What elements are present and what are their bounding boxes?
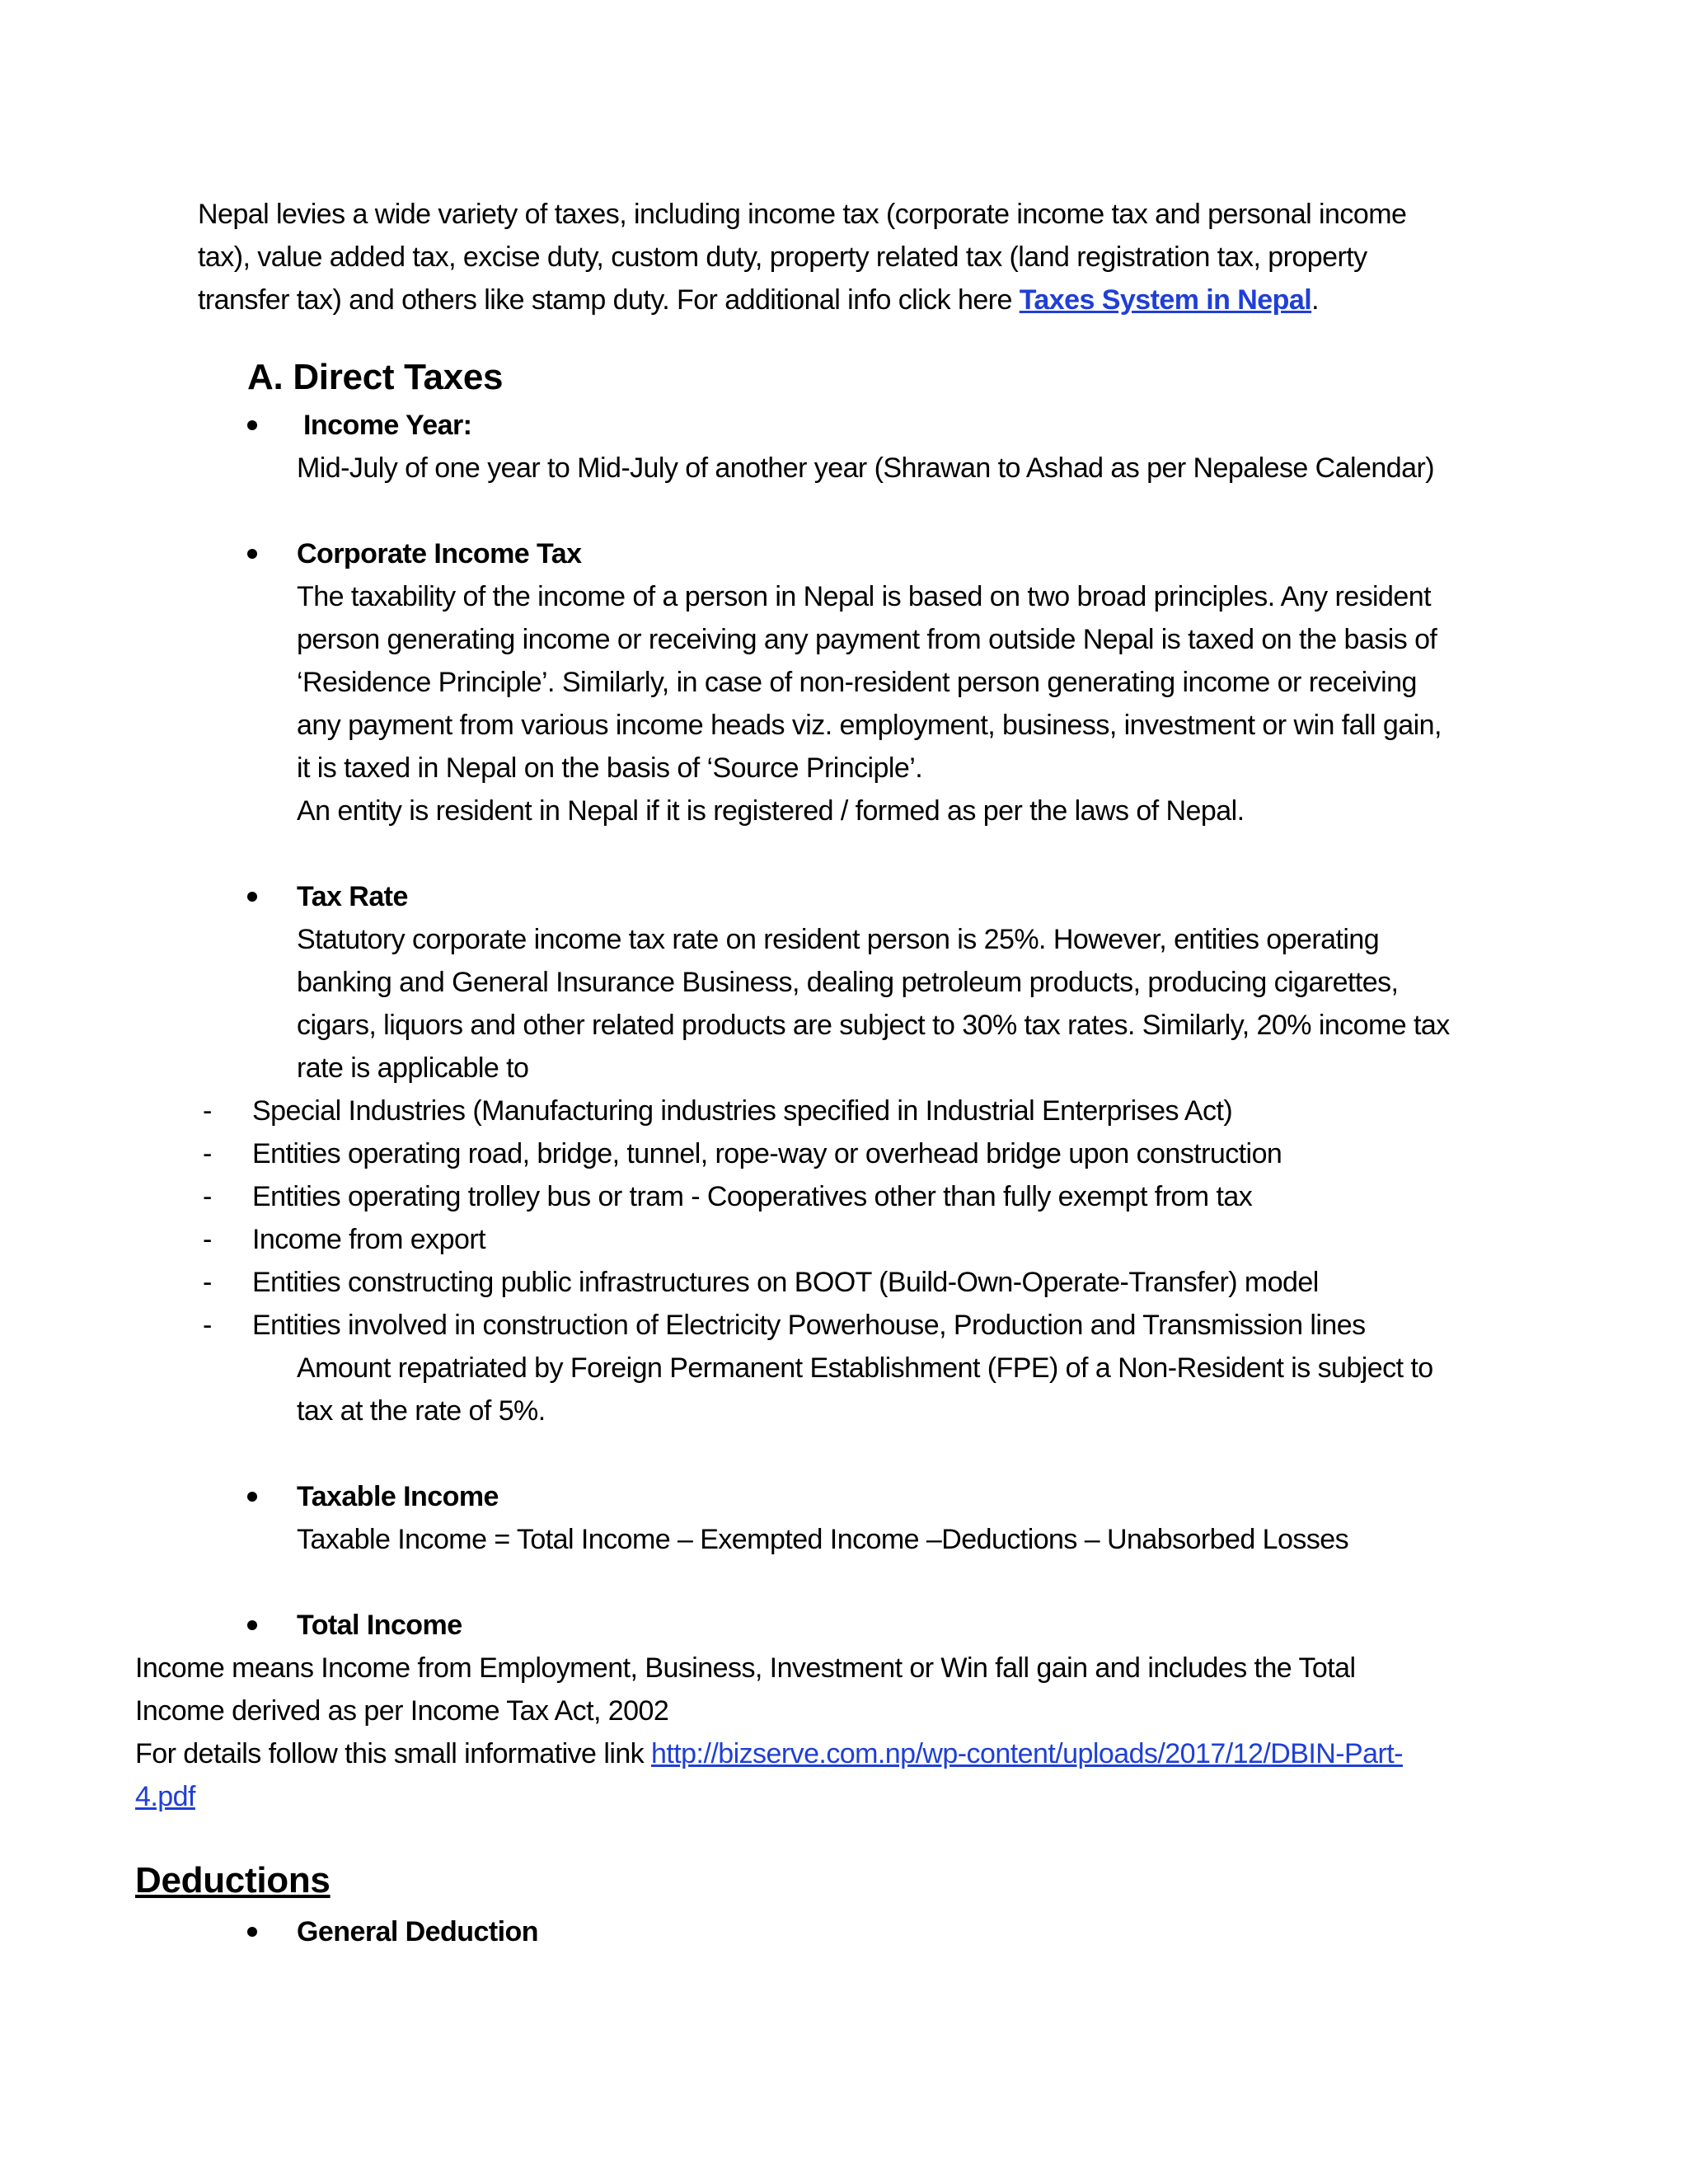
- corporate-income-tax-line-3: ‘Residence Principle’. Similarly, in case of non-resident person generating income or receiving: [297, 667, 1417, 698]
- corporate-income-tax-line-2: person generating income or receiving any payment from outside Nepal is taxed on the basis of: [297, 624, 1437, 655]
- dash-marker: -: [203, 1095, 213, 1127]
- tax-rate-line-1: Statutory corporate income tax rate on resident person is 25%. However, entities operating: [297, 924, 1380, 955]
- total-income-line-4: [135, 1775, 195, 1818]
- bullet-tax-rate: [247, 892, 257, 902]
- income-year-text: Mid-July of one year to Mid-July of another year (Shrawan to Ashad as per Nepalese Calendar): [297, 452, 1435, 484]
- intro-line-2: tax), value added tax, excise duty, custom duty, property related tax (land registration tax, property: [198, 241, 1367, 273]
- income-year-title: Income Year:: [303, 410, 472, 441]
- corporate-income-tax-line-6: An entity is resident in Nepal if it is registered / formed as per the laws of Nepal.: [297, 795, 1245, 827]
- intro-line-3-text: transfer tax) and others like stamp duty. For additional info click here: [198, 284, 1020, 316]
- section-a-heading: A. Direct Taxes: [247, 357, 504, 397]
- corporate-income-tax-line-1: The taxability of the income of a person in Nepal is based on two broad principles. Any resident: [297, 581, 1432, 612]
- dash-item-1: Special Industries (Manufacturing industries specified in Industrial Enterprises Act): [252, 1095, 1233, 1127]
- bullet-total-income: [247, 1620, 257, 1630]
- dash-marker: -: [203, 1224, 213, 1255]
- total-income-line-3: [135, 1732, 1403, 1775]
- fpe-line-2: tax at the rate of 5%.: [297, 1395, 546, 1427]
- taxable-income-formula: Taxable Income = Total Income – Exempted Income –Deductions – Unabsorbed Losses: [297, 1524, 1349, 1555]
- dash-item-3: Entities operating trolley bus or tram - Cooperatives other than fully exempt from tax: [252, 1181, 1253, 1212]
- dash-marker: -: [203, 1310, 213, 1341]
- corporate-income-tax-line-5: it is taxed in Nepal on the basis of ‘Source Principle’.: [297, 752, 923, 784]
- dash-item-6: Entities involved in construction of Electricity Powerhouse, Production and Transmission lines: [252, 1310, 1366, 1341]
- bullet-corporate-income-tax: [247, 549, 257, 559]
- corporate-income-tax-title: Corporate Income Tax: [297, 538, 582, 569]
- tax-rate-line-2: banking and General Insurance Business, dealing petroleum products, producing cigarettes,: [297, 967, 1399, 998]
- bizserve-link[interactable]: http://bizserve.com.np/wp-content/uploads/2017/12/DBIN-Part-: [651, 1738, 1403, 1769]
- total-income-title: Total Income: [297, 1610, 462, 1641]
- deductions-heading: Deductions: [135, 1860, 331, 1900]
- taxable-income-title: Taxable Income: [297, 1481, 499, 1512]
- corporate-income-tax-line-4: any payment from various income heads viz. employment, business, investment or win fall gain,: [297, 710, 1442, 741]
- general-deduction-title: General Deduction: [297, 1916, 538, 1947]
- dash-marker: -: [203, 1181, 213, 1212]
- intro-line-3-end: .: [1311, 284, 1320, 316]
- fpe-line-1: Amount repatriated by Foreign Permanent Establishment (FPE) of a Non-Resident is subject to: [297, 1352, 1433, 1384]
- dash-item-5: Entities constructing public infrastructures on BOOT (Build-Own-Operate-Transfer) model: [252, 1267, 1319, 1298]
- dash-marker: -: [203, 1138, 213, 1169]
- dash-item-2: Entities operating road, bridge, tunnel, rope-way or overhead bridge upon construction: [252, 1138, 1282, 1169]
- tax-rate-line-4: rate is applicable to: [297, 1052, 529, 1084]
- bullet-taxable-income: [247, 1492, 257, 1502]
- bullet-general-deduction: [247, 1927, 257, 1937]
- dash-marker: -: [203, 1267, 213, 1298]
- tax-rate-title: Tax Rate: [297, 881, 408, 912]
- details-text: For details follow this small informative link: [135, 1738, 652, 1769]
- bizserve-link-continued[interactable]: 4.pdf: [135, 1781, 195, 1812]
- total-income-line-1: Income means Income from Employment, Business, Investment or Win fall gain and includes the Total: [135, 1652, 1356, 1684]
- taxes-system-link[interactable]: Taxes System in Nepal: [1019, 284, 1312, 316]
- tax-rate-line-3: cigars, liquors and other related products are subject to 30% tax rates. Similarly, 20% income tax: [297, 1010, 1450, 1041]
- dash-item-4: Income from export: [252, 1224, 485, 1255]
- intro-line-3: [198, 279, 1319, 321]
- intro-line-1: Nepal levies a wide variety of taxes, including income tax (corporate income tax and personal income: [198, 199, 1407, 230]
- bullet-income-year: [247, 420, 257, 430]
- total-income-line-2: Income derived as per Income Tax Act, 2002: [135, 1695, 669, 1727]
